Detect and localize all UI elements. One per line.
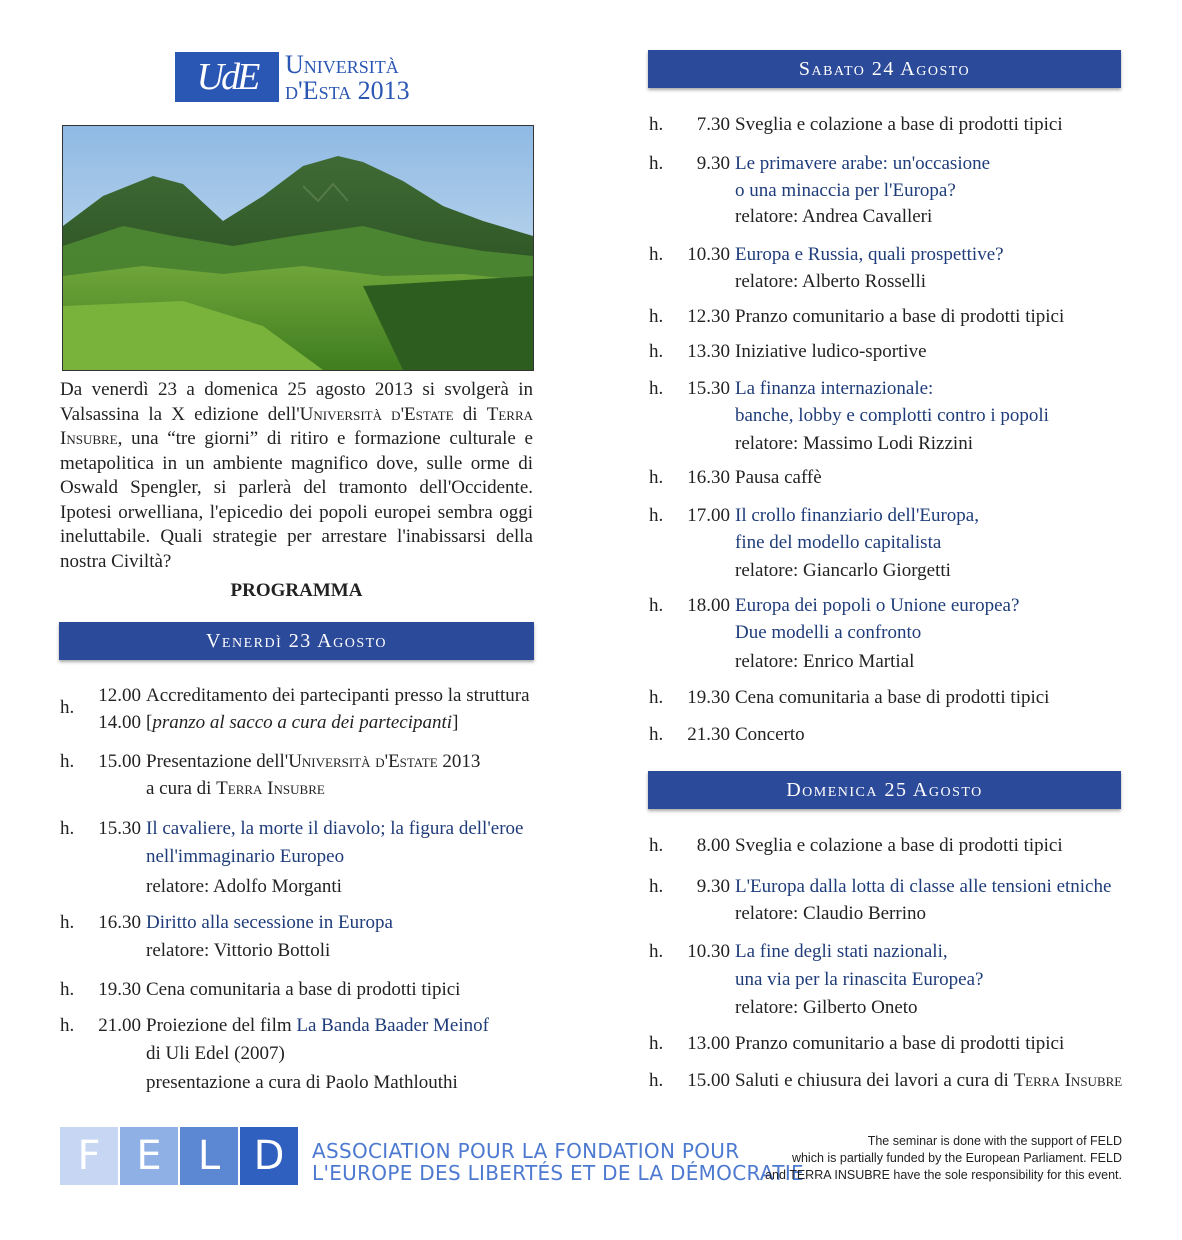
event-title: Pausa caffè: [735, 467, 822, 488]
time: 10.30: [687, 244, 730, 265]
hour-prefix: h.: [649, 505, 664, 526]
hour-prefix: h.: [649, 467, 664, 488]
event-title: Europa dei popoli o Unione europea?: [735, 595, 1020, 616]
intro-text-1: Da venerdì 23 a domenica 25 agosto 2013 si svolgerà in Valsassina la X edizione dell': [60, 379, 533, 425]
hour-prefix: h.: [649, 1033, 664, 1054]
hour-prefix: h.: [649, 595, 664, 616]
hour-prefix: h.: [649, 1070, 664, 1091]
disclaimer-line-3: and TERRA INSUBRE have the sole responsibility for this event.: [765, 1168, 1122, 1182]
event-title: Iniziative ludico-sportive: [735, 341, 927, 362]
time: 9.30: [696, 153, 730, 174]
time: 19.30: [98, 979, 141, 1000]
programma-heading: PROGRAMMA: [230, 580, 363, 601]
time: 12.00: [98, 685, 141, 706]
event-speaker: relatore: Massimo Lodi Rizzini: [735, 433, 973, 454]
org-line-2: L'EUROPE DES LIBERTÉS ET DE LA DÉMOCRATIE: [312, 1161, 804, 1185]
event-title: Proiezione del film: [146, 1015, 297, 1036]
event-title: Le primavere arabe: un'occasione: [735, 153, 991, 174]
event-title: Presentazione dell': [146, 751, 289, 772]
schedule-row: [60, 682, 540, 738]
time: 10.30: [687, 941, 730, 962]
feld-organization-name: [312, 1140, 804, 1184]
time: 17.00: [687, 505, 730, 526]
event-title: Accreditamento dei partecipanti presso la struttura: [146, 685, 530, 706]
hour-prefix: h.: [649, 114, 664, 135]
hour-prefix: h.: [60, 818, 75, 839]
feld-logo: [60, 1127, 300, 1185]
logo-line-1: Università: [285, 50, 399, 79]
feld-letter: E: [120, 1127, 178, 1185]
event-title: Cena comunitaria a base di prodotti tipici: [146, 979, 461, 1000]
hour-prefix: h.: [60, 912, 75, 933]
funding-disclaimer: [760, 1133, 1122, 1184]
event-speaker: relatore: Adolfo Morganti: [146, 876, 342, 897]
event-title: La finanza internazionale:: [735, 378, 934, 399]
feld-letter: D: [240, 1127, 298, 1185]
hour-prefix: h.: [649, 835, 664, 856]
hour-prefix: h.: [649, 153, 664, 174]
time: 13.00: [687, 1033, 730, 1054]
event-title: Cena comunitaria a base di prodotti tipici: [735, 687, 1050, 708]
event-speaker: relatore: Enrico Martial: [735, 651, 915, 672]
time: 8.00: [696, 835, 730, 856]
time: 15.30: [687, 378, 730, 399]
event-title: Sveglia e colazione a base di prodotti tipici: [735, 835, 1063, 856]
time: 15.30: [98, 818, 141, 839]
event-title: nell'immaginario Europeo: [146, 846, 345, 867]
time: 21.30: [687, 724, 730, 745]
time: 18.00: [687, 595, 730, 616]
event-note: pranzo al sacco a cura dei partecipanti: [152, 712, 453, 733]
hour-prefix: h.: [649, 724, 664, 745]
day-header-sabato: Sabato 24 Agosto: [648, 50, 1121, 88]
event-organizer-label: a cura di: [146, 778, 217, 799]
intro-text-2: di: [453, 403, 487, 425]
event-speaker: relatore: Andrea Cavalleri: [735, 206, 933, 227]
intro-text-3: , una “tre giorni” di ritiro e formazione culturale e metapolitica in un ambiente magnifico dove, sulle orme di Oswald Spengler, si parlerà del tramonto dell'Occidente. Ipotesi orwelliana, l'epicedio dei popoli europei sembra oggi ineluttabile. Quali strategie per arrestare l'inabissarsi della nostra Civiltà?: [60, 428, 533, 572]
mountain-landscape-icon: [62, 125, 534, 371]
event-title: o una minaccia per l'Europa?: [735, 180, 956, 201]
hour-prefix: h.: [649, 941, 664, 962]
event-title: Concerto: [735, 724, 805, 745]
event-title: banche, lobby e complotti contro i popoli: [735, 405, 1049, 426]
hour-prefix: h.: [60, 979, 75, 1000]
time: 21.00: [98, 1015, 141, 1036]
film-director: di Uli Edel (2007): [146, 1043, 285, 1064]
intro-universita: Università d'Estate: [299, 403, 454, 425]
intro-paragraph: [60, 378, 533, 574]
event-title: Sveglia e colazione a base di prodotti tipici: [735, 114, 1063, 135]
feld-letter: F: [60, 1127, 118, 1185]
feld-letter: L: [180, 1127, 238, 1185]
hour-prefix: h.: [649, 244, 664, 265]
time: 13.30: [687, 341, 730, 362]
universita-logo: [175, 52, 425, 104]
hour-prefix: h.: [649, 306, 664, 327]
time: 14.00: [98, 712, 141, 733]
event-title: L'Europa dalla lotta di classe alle tensioni etniche: [735, 876, 1112, 897]
disclaimer-line-1: The seminar is done with the support of FELD: [867, 1134, 1122, 1148]
event-organizer: Terra Insubre: [216, 778, 325, 799]
event-title: Europa e Russia, quali prospettive?: [735, 244, 1004, 265]
event-title: una via per la rinascita Europea?: [735, 969, 984, 990]
logo-mark: UdE: [175, 52, 279, 102]
event-speaker: relatore: Gilberto Oneto: [735, 997, 918, 1018]
event-title: Diritto alla secessione in Europa: [146, 912, 393, 933]
event-speaker: presentazione a cura di Paolo Mathlouthi: [146, 1072, 458, 1093]
event-title: fine del modello capitalista: [735, 532, 942, 553]
event-speaker: relatore: Giancarlo Giorgetti: [735, 560, 951, 581]
event-title: Due modelli a confronto: [735, 622, 922, 643]
event-title-year: 2013: [437, 751, 481, 772]
event-speaker: relatore: Vittorio Bottoli: [146, 940, 331, 961]
bracket-open: [: [146, 712, 153, 733]
event-title: Saluti e chiusura dei lavori a cura di: [735, 1070, 1014, 1091]
time: 16.30: [98, 912, 141, 933]
event-title: Pranzo comunitario a base di prodotti tipici: [735, 1033, 1065, 1054]
event-speaker: relatore: Claudio Berrino: [735, 903, 926, 924]
intro-terra-insubre: Terra Insubre: [60, 403, 534, 449]
hour-prefix: h.: [649, 341, 664, 362]
hour-prefix: h.: [60, 751, 75, 772]
day-header-domenica: Domenica 25 Agosto: [648, 771, 1121, 809]
time: 15.00: [687, 1070, 730, 1091]
time: 15.00: [98, 751, 141, 772]
event-title-sc: Università d'Estate: [288, 751, 438, 772]
time: 9.30: [696, 876, 730, 897]
event-title: La fine degli stati nazionali,: [735, 941, 948, 962]
event-speaker: relatore: Alberto Rosselli: [735, 271, 927, 292]
time: 12.30: [687, 306, 730, 327]
day-header-venerdi: Venerdì 23 Agosto: [59, 622, 534, 660]
hour-prefix: h.: [649, 687, 664, 708]
hour-prefix: h.: [60, 1015, 75, 1036]
hour-prefix: h.: [649, 378, 664, 399]
event-title: Il crollo finanziario dell'Europa,: [735, 505, 979, 526]
hour-prefix: h.: [60, 697, 75, 718]
org-line-1: ASSOCIATION POUR LA FONDATION POUR: [312, 1139, 740, 1163]
time: 16.30: [687, 467, 730, 488]
disclaimer-line-2: which is partially funded by the European Parliament. FELD: [791, 1151, 1122, 1165]
film-title: La Banda Baader Meinof: [296, 1015, 489, 1036]
hour-prefix: h.: [649, 876, 664, 897]
time: 19.30: [687, 687, 730, 708]
event-organizer: Terra Insubre: [1013, 1070, 1123, 1091]
logo-line-2: d'Esta 2013: [285, 76, 410, 105]
event-title: Pranzo comunitario a base di prodotti tipici: [735, 306, 1065, 327]
bracket-close: ]: [452, 712, 459, 733]
time: 7.30: [696, 114, 730, 135]
event-title: Il cavaliere, la morte il diavolo; la figura dell'eroe: [146, 818, 524, 839]
